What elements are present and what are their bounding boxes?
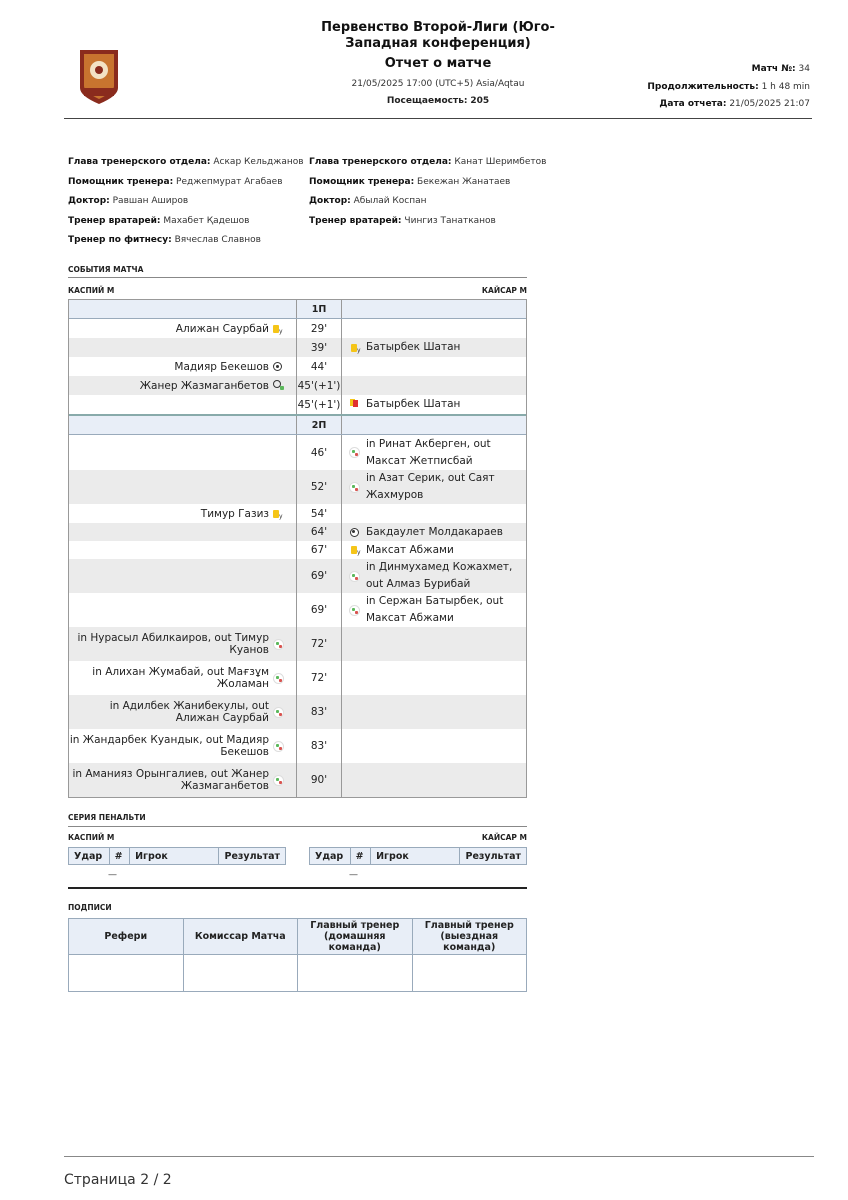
event-row <box>69 523 526 541</box>
away-event-text <box>366 661 526 695</box>
staff-label: Тренер вратарей: <box>309 215 402 226</box>
staff-label: Тренер по фитнесу: <box>68 235 172 245</box>
staff-value: Реджепмурат Агабаев <box>176 176 283 187</box>
home-event-text <box>69 470 273 504</box>
event-minute: 64' <box>296 523 342 541</box>
home-event-text: Мадияр Бекешов <box>174 360 269 373</box>
signatures-section-title: ПОДПИСИ <box>68 903 112 912</box>
penalties-bottom-rule <box>68 887 527 889</box>
staff-item <box>68 173 304 193</box>
home-event-text <box>69 395 273 414</box>
match-datetime: 21/05/2025 17:00 (UTC+5) Asia/Aqtau <box>351 79 525 89</box>
staff-label: Помощник тренера: <box>309 176 415 187</box>
assist-icon <box>273 380 284 391</box>
period-label: 2П <box>296 416 342 434</box>
yellow-card-icon <box>273 325 279 333</box>
column-header: Удар <box>310 848 351 865</box>
signature-cell[interactable] <box>183 955 298 992</box>
away-event-text: Батырбек Шатан <box>366 341 461 353</box>
event-minute: 45'(+1') <box>296 395 342 414</box>
signatures-table <box>68 918 527 992</box>
signature-cell[interactable] <box>412 955 527 992</box>
match-number <box>752 64 810 74</box>
signature-column-header: Главный тренер (домашняя команда) <box>298 919 413 955</box>
home-event-text <box>69 593 273 627</box>
event-row <box>69 357 526 376</box>
penalty-header-row <box>310 848 527 865</box>
column-header: # <box>350 848 371 865</box>
event-minute: 46' <box>296 435 342 470</box>
first-half-events <box>69 319 526 414</box>
substitution-icon <box>349 605 360 616</box>
substitution-icon <box>349 482 360 493</box>
page-number: Страница 2 / 2 <box>64 1172 172 1188</box>
signature-column-header: Главный тренер (выездная команда) <box>412 919 527 955</box>
events-section-title: СОБЫТИЯ МАТЧА <box>68 265 144 274</box>
event-minute: 52' <box>296 470 342 504</box>
home-event-text <box>69 559 273 593</box>
away-event-text <box>366 319 526 338</box>
staff-value: Аскар Кельджанов <box>213 157 304 167</box>
event-minute: 72' <box>296 627 342 661</box>
match-number-label: Матч №: <box>751 64 796 74</box>
away-event-text: Максат Абжами <box>366 543 454 556</box>
event-row <box>69 559 526 593</box>
substitution-icon <box>273 775 284 786</box>
substitution-icon <box>273 673 284 684</box>
staff-item <box>68 212 304 232</box>
substitution-icon <box>273 707 284 718</box>
event-row <box>69 729 526 763</box>
column-header: Игрок <box>130 848 219 865</box>
staff-value: Чингиз Танатканов <box>404 215 496 226</box>
match-duration <box>647 82 810 92</box>
home-event-text: in Алихан Жумабай, out Мағзұм Жоламан <box>92 666 269 690</box>
report-date-value: 21/05/2025 21:07 <box>729 99 810 109</box>
header-divider <box>64 118 812 119</box>
away-event-text <box>366 729 526 763</box>
away-penalty-empty: — <box>349 870 358 880</box>
staff-label: Доктор: <box>309 196 351 206</box>
signature-column-header: Комиссар Матча <box>183 919 298 955</box>
home-event-text: Жанер Жазмаганбетов <box>139 379 269 392</box>
signatures-header-row <box>69 919 527 955</box>
staff-label: Глава тренерского отдела: <box>309 157 452 167</box>
staff-value: Канат Шеримбетов <box>454 157 547 167</box>
match-duration-value: 1 h 48 min <box>761 82 810 92</box>
event-row <box>69 661 526 695</box>
footer-divider <box>64 1156 814 1157</box>
away-staff-list <box>309 153 546 231</box>
yellow-card-icon <box>273 510 279 518</box>
event-minute: 29' <box>296 319 342 338</box>
event-minute: 69' <box>296 593 342 627</box>
staff-item <box>309 173 546 193</box>
staff-item <box>68 153 304 173</box>
home-event-text: in Адилбек Жанибекулы, out Алижан Саурбай <box>109 700 269 724</box>
report-date <box>659 99 810 109</box>
event-row <box>69 338 526 357</box>
home-penalty-table <box>68 847 286 865</box>
event-minute: 72' <box>296 661 342 695</box>
staff-value: Абылай Коспан <box>353 196 427 206</box>
events-away-team: КАЙСАР М <box>481 286 527 295</box>
staff-item <box>68 192 304 212</box>
staff-label: Глава тренерского отдела: <box>68 157 211 167</box>
column-header: Результат <box>460 848 527 865</box>
away-event-text: in Ринат Акберген, out Максат Жетписбай <box>366 437 491 467</box>
home-event-text: in Нурасыл Абилкаиров, out Тимур Куанов <box>77 632 269 656</box>
staff-value: Равшан Аширов <box>112 196 189 206</box>
staff-item <box>68 231 304 251</box>
signature-column-header: Рефери <box>69 919 184 955</box>
column-header: # <box>109 848 130 865</box>
column-header: Игрок <box>371 848 460 865</box>
attendance-value: 205 <box>470 96 490 106</box>
penalties-away-team: КАЙСАР М <box>481 833 527 842</box>
attendance-label: Посещаемость: <box>386 96 468 106</box>
second-half-events <box>69 435 526 797</box>
event-row <box>69 763 526 797</box>
period-header <box>69 414 526 435</box>
event-minute: 45'(+1') <box>296 376 342 395</box>
home-event-text: in Аманияз Орынгалиев, out Жанер Жазмаганбетов <box>72 768 269 792</box>
match-duration-label: Продолжительность: <box>647 82 759 92</box>
event-minute: 39' <box>296 338 342 357</box>
event-minute: 69' <box>296 559 342 593</box>
home-event-text: in Жандарбек Куандык, out Мадияр Бекешов <box>69 734 269 758</box>
substitution-icon <box>349 571 360 582</box>
signatures-row <box>69 955 527 992</box>
match-number-value: 34 <box>798 64 810 74</box>
yellow-card-icon <box>351 546 357 554</box>
home-penalty-empty: — <box>108 870 117 880</box>
away-event-text <box>366 695 526 729</box>
events-divider <box>68 277 527 278</box>
signature-cell[interactable] <box>69 955 184 992</box>
events-table <box>68 299 527 798</box>
league-logo <box>74 48 124 106</box>
event-row <box>69 376 526 395</box>
column-header: Результат <box>219 848 286 865</box>
away-event-text: in Азат Серик, out Саят Жахмуров <box>366 472 495 501</box>
staff-item <box>309 212 546 232</box>
staff-item <box>309 153 546 173</box>
home-event-text <box>69 541 273 559</box>
substitution-icon <box>349 447 360 458</box>
staff-value: Вячеслав Славнов <box>174 235 261 245</box>
event-row <box>69 627 526 661</box>
away-event-text: Бакдаулет Молдакараев <box>366 525 503 538</box>
event-minute: 44' <box>296 357 342 376</box>
home-event-text <box>69 338 273 357</box>
staff-value: Бекежан Жанатаев <box>417 176 511 187</box>
penalties-home-team: КАСПИЙ М <box>68 833 115 842</box>
event-minute: 54' <box>296 504 342 523</box>
away-event-text <box>366 357 526 376</box>
report-title: Первенство Второй-Лиги (Юго-Западная конференция) <box>321 20 555 51</box>
home-event-text: Тимур Газиз <box>200 507 269 520</box>
home-staff-list <box>68 153 304 251</box>
period-header <box>69 300 526 319</box>
staff-label: Доктор: <box>68 196 110 206</box>
goal-icon <box>350 528 359 537</box>
away-event-text: in Динмухамед Кожахмет, out Алмаз Бурибай <box>366 561 513 590</box>
staff-label: Тренер вратарей: <box>68 215 161 226</box>
away-event-text: in Сержан Батырбек, out Максат Абжами <box>366 595 504 624</box>
away-event-text <box>366 504 526 523</box>
away-event-text <box>366 376 526 395</box>
event-row <box>69 319 526 338</box>
event-row <box>69 695 526 729</box>
event-minute: 67' <box>296 541 342 559</box>
event-minute: 83' <box>296 695 342 729</box>
event-row <box>69 470 526 504</box>
penalty-header-row <box>69 848 286 865</box>
penalties-divider <box>68 826 527 827</box>
home-event-text: Алижан Саурбай <box>175 322 269 335</box>
event-row <box>69 435 526 470</box>
event-minute: 83' <box>296 729 342 763</box>
goal-icon <box>273 362 282 371</box>
staff-label: Помощник тренера: <box>68 176 174 187</box>
column-header: Удар <box>69 848 110 865</box>
signature-cell[interactable] <box>298 955 413 992</box>
home-event-text <box>69 435 273 470</box>
event-row <box>69 593 526 627</box>
home-event-text <box>69 523 273 541</box>
second-yellow-card-icon <box>349 399 360 410</box>
report-date-label: Дата отчета: <box>659 99 727 109</box>
penalties-section-title: СЕРИЯ ПЕНАЛЬТИ <box>68 813 146 822</box>
substitution-icon <box>273 741 284 752</box>
yellow-card-icon <box>351 344 357 352</box>
away-event-text: Батырбек Шатан <box>366 398 461 410</box>
event-minute: 90' <box>296 763 342 797</box>
event-row <box>69 541 526 559</box>
attendance <box>298 96 578 106</box>
away-event-text <box>366 627 526 661</box>
staff-item <box>309 192 546 212</box>
events-home-team: КАСПИЙ М <box>68 286 115 295</box>
substitution-icon <box>273 639 284 650</box>
event-row <box>69 395 526 414</box>
staff-value: Махабет Қадешов <box>163 215 250 226</box>
report-subtitle: Отчет о матче <box>384 56 492 71</box>
away-event-text <box>366 763 526 797</box>
event-row <box>69 504 526 523</box>
period-label: 1П <box>296 300 342 318</box>
away-penalty-table <box>309 847 527 865</box>
